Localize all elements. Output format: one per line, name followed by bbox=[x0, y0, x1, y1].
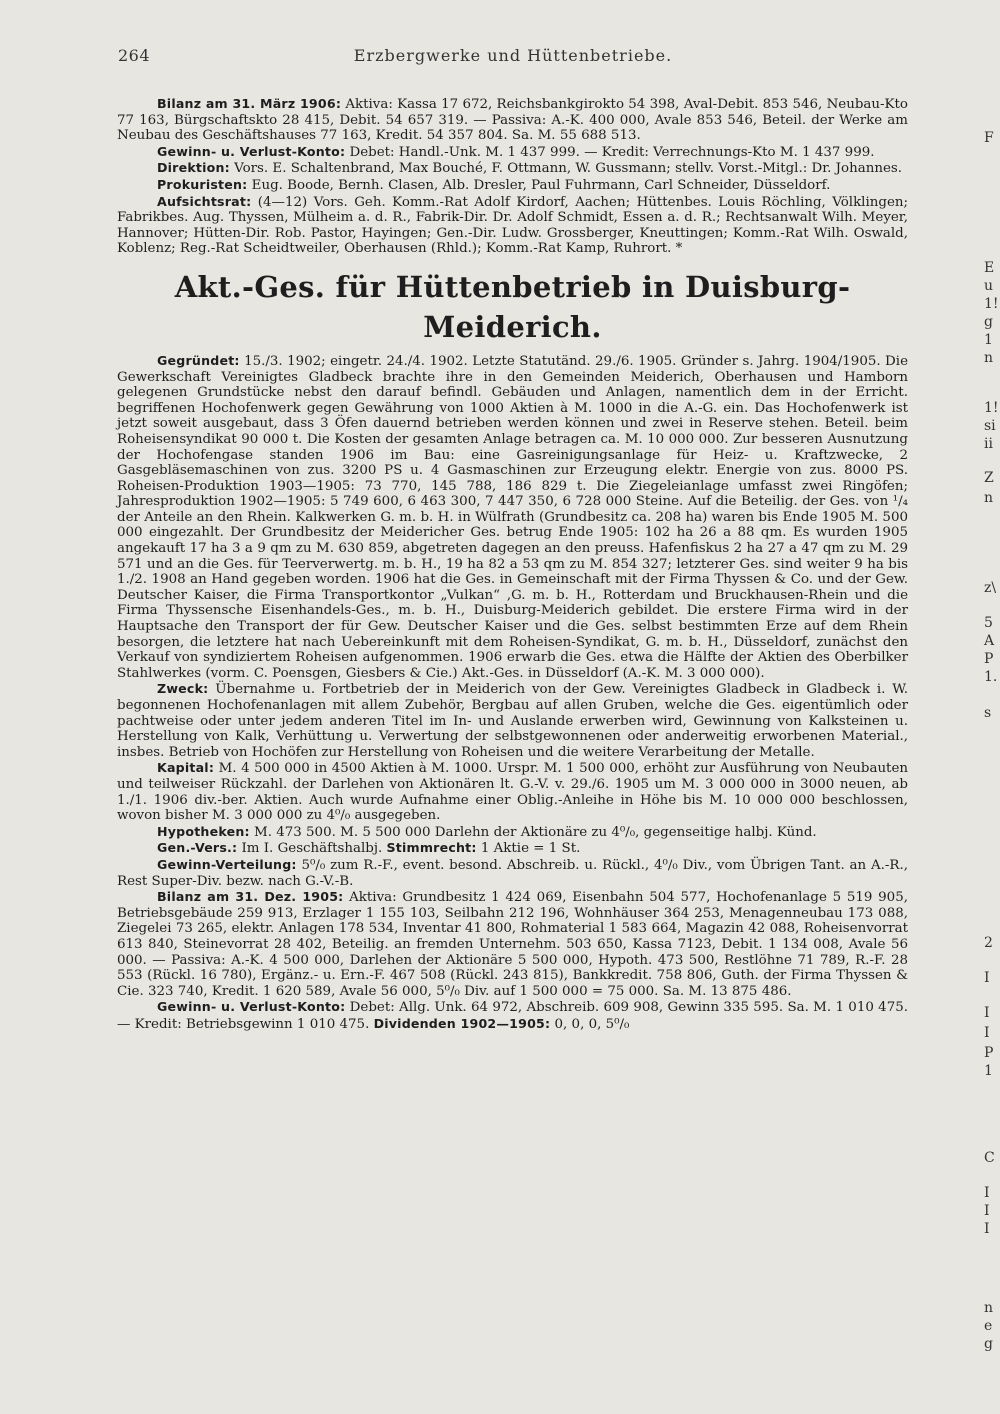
edge-fragment: I bbox=[984, 1221, 990, 1237]
prev-guv-label: Gewinn- u. Verlust-Konto: bbox=[157, 143, 346, 159]
stimmrecht-text: 1 Aktie = 1 St. bbox=[476, 841, 581, 857]
edge-fragment: Z bbox=[984, 470, 994, 486]
edge-fragment: C bbox=[984, 1150, 995, 1166]
edge-fragment: n bbox=[984, 1300, 994, 1316]
edge-fragment: 1 bbox=[984, 1063, 993, 1079]
hypotheken-label: Hypotheken: bbox=[157, 823, 250, 839]
direktion-label: Direktion: bbox=[157, 160, 230, 176]
aufsichtsrat-text: (4—12) Vors. Geh. Komm.-Rat Adolf Kirdorf, Aachen; Hüttenbes. Louis Röchling, Völklingen; Fabrikbes. Aug. Thyssen, Mülheim a. d. R., Fabrik-Dir. Dr. Adolf Schmidt, Essen a. d. R.; Rechtsanwalt Wilh. Meyer, Hannover; Hütten-Dir. Rob. Pastor, Hayingen; Gen.-Dir. Ludw. Grossberger, Kneuttingen; Komm.-Rat Wilh. Oswald, Koblenz; Reg.-Rat Scheidtweiler, Oberhausen (Rhld.); Komm.-Rat Kamp, Ruhrort. * bbox=[117, 194, 908, 257]
edge-fragment: 1! bbox=[984, 296, 999, 312]
prev-bilanz-paragraph bbox=[117, 96, 908, 144]
gegruendet-text: 15./3. 1902; eingetr. 24./4. 1902. Letzte Statutänd. 29./6. 1905. Gründer s. Jahrg. 1904/1905. Die Gewerkschaft Vereinigtes Gladbeck brachte ihre in den Gemeinden Meiderich, Oberhausen und Hamborn gelegenen Grundstücke nebst den darauf befindl. Gebäuden und Anlagen, namentlich dem in der Erricht. begriffenen Hochofenwerk gegen Gewährung von 1000 Aktien à M. 1000 in die A.-G. ein. Das Hochofenwerk ist jetzt soweit ausgebaut, dass 3 Öfen dauernd betrieben werden können und zwei in Reserve stehen. Beteil. beim Roheisensyndikat 90 000 t. Die Kosten der gesamten Anlage betragen ca. M. 10 000 000. Zur besseren Ausnutzung der Hochofengase standen 1906 im Bau: eine Gasreinigungsanlage für Heiz- u. Kraftzwecke, 2 Gasgebläsemaschinen von zus. 3200 PS u. 4 Gasmaschinen zur Erzeugung elektr. Energie von zus. 8000 PS. Roheisen-Produktion 1903—1905: 73 770, 145 788, 186 829 t. Die Ziegeleianlage umfasst zwei Ringöfen; Jahresproduktion 1902—1905: 5 749 600, 6 463 300, 7 447 350, 6 728 000 Steine. Auf die Beteilig. der Ges. von ¹/₄ der Anteile an den Rhein. Kalkwerken G. m. b. H. in Wülfrath (Grundbesitz ca. 208 ha) waren bis Ende 1905 M. 500 000 eingezahlt. Der Grundbesitz der Meidericher Ges. betrug Ende 1905: 102 ha 26 a 88 qm. Es wurden 1905 angekauft 17 ha 3 a 9 qm zu M. 630 859, abgetreten dagegen an den preuss. Hafenfiskus 2 ha 27 a 47 qm zu M. 29 571 und an die Ges. für Teerverwertg. m. b. H., 19 ha 82 a 53 qm zu M. 854 327; letzterer Ges. sind weiter 9 ha bis 1./2. 1908 an Hand gegeben worden. 1906 hat die Ges. in Gemeinschaft mit der Firma Thyssen & Co. und der Gew. Deutscher Kaiser, die Firma Transportkontor „Vulkan“ ,G. m. b. H., Rotterdam und Bruckhausen-Rhein und die Firma Thyssensche Eisenhandels-Ges., m. b. H., Duisburg-Meiderich gebildet. Die erstere Firma wird in der Hauptsache den Transport der für Gew. Deutscher Kaiser und die Ges. selbst bestimmten Erze auf dem Rhein besorgen, die letztere hat nach Uebereinkunft mit dem Roheisen-Syndikat, G. m. b. H., Düsseldorf, zunächst den Verkauf von syndiziertem Roheisen aufgenommen. 1906 erwarb die Ges. etwa die Hälfte der Aktien des Oberbilker Stahlwerkes (vorm. C. Poensgen, Giesbers & Cie.) Akt.-Ges. in Düsseldorf (A.-K. M. 3 000 000). bbox=[117, 353, 908, 681]
edge-fragment: 1! bbox=[984, 400, 999, 416]
edge-fragment: 5 bbox=[984, 615, 993, 631]
edge-fragment: I bbox=[984, 970, 990, 986]
prev-guv-paragraph bbox=[117, 144, 908, 161]
gewinnvert-label: Gewinn-Verteilung: bbox=[157, 856, 297, 872]
direktion-text: Vors. E. Schaltenbrand, Max Bouché, F. Ottmann, W. Gussmann; stellv. Vorst.-Mitgl.: Dr. Johannes. bbox=[229, 161, 903, 177]
dividenden-text: 0, 0, 0, 5⁰/₀ bbox=[550, 1016, 630, 1032]
edge-fragment: g bbox=[984, 1336, 993, 1352]
bilanz-label: Bilanz am 31. Dez. 1905: bbox=[157, 889, 344, 905]
guv-paragraph bbox=[117, 999, 908, 1032]
edge-fragment: u bbox=[984, 278, 994, 294]
prev-guv-text: Debet: Handl.-Unk. M. 1 437 999. — Kredit: Verrechnungs-Kto M. 1 437 999. bbox=[345, 144, 875, 160]
edge-fragment: A bbox=[984, 633, 995, 649]
edge-fragment: n bbox=[984, 350, 994, 366]
edge-fragment: g bbox=[984, 314, 993, 330]
dividenden-label: Dividenden 1902—1905: bbox=[373, 1015, 551, 1031]
edge-fragment: si bbox=[984, 418, 996, 434]
zweck-paragraph bbox=[117, 681, 908, 760]
edge-fragment: I bbox=[984, 1185, 990, 1201]
edge-fragment: 2 bbox=[984, 935, 993, 951]
edge-fragment: 1 bbox=[984, 332, 993, 348]
edge-fragment: z\ bbox=[984, 580, 997, 596]
page-header bbox=[118, 46, 908, 70]
genvers-text: Im I. Geschäftshalbj. bbox=[237, 841, 387, 857]
gegruendet-label: Gegründet: bbox=[157, 352, 240, 368]
edge-fragment: I bbox=[984, 1025, 990, 1041]
edge-fragment: I bbox=[984, 1203, 990, 1219]
direktion-paragraph bbox=[117, 160, 908, 177]
guv-label: Gewinn- u. Verlust-Konto: bbox=[157, 999, 346, 1015]
edge-fragment: I bbox=[984, 1005, 990, 1021]
gewinnvert-text: 5⁰/₀ zum R.-F., event. besond. Abschreib. u. Rückl., 4⁰/₀ Div., vom Übrigen Tant. an A.-R., Rest Super-Div. bezw. nach G.-V.-B. bbox=[117, 857, 908, 889]
guv-text: Debet: Allg. Unk. 64 972, Abschreib. 609 908, Gewinn 335 595. Sa. M. 1 010 475. — Kredit: Betriebsgewinn 1 010 475. bbox=[117, 1000, 908, 1032]
hypotheken-paragraph bbox=[117, 824, 908, 841]
page-body bbox=[117, 96, 908, 1032]
gegruendet-paragraph bbox=[117, 353, 908, 681]
kapital-text: M. 4 500 000 in 4500 Aktien à M. 1000. Urspr. M. 1 500 000, erhöht zur Ausführung von Neubauten und teilweiser Rückzahl. der Darlehen von Aktionären lt. G.-V. v. 29./6. 1905 um M. 3 000 000 in 3000 neuen, ab 1./1. 1906 div.-ber. Aktien. Auch wurde Aufnahme einer Oblig.-Anleihe in Höhe bis M. 10 000 000 beschlossen, wovon bisher M. 3 000 000 zu 4⁰/₀ ausgegeben. bbox=[117, 761, 908, 824]
zweck-text: Übernahme u. Fortbetrieb der in Meiderich von der Gew. Vereinigtes Gladbeck in Gladbeck i. W. begonnenen Hochofenanlagen mit allem Zubehör, Bergbau auf allen Gruben, welche die Ges. eigentümlich oder pachtweise oder unter jedem anderen Titel im In- und Auslande erwerben wird, Gewinnung von Kalksteinen u. Herstellung von Kalk, Verhüttung u. Verwertung der selbstgewonnenen oder anderweitig erworbenen Material., insbes. Betrieb von Hochöfen zur Herstellung von Roheisen und die weitere Verarbeitung der Metalle. bbox=[117, 682, 908, 760]
company-title: Akt.-Ges. für Hüttenbetrieb in Duisburg-Meiderich. bbox=[174, 269, 851, 344]
genvers-paragraph bbox=[117, 840, 908, 857]
prokuristen-label: Prokuristen: bbox=[157, 176, 248, 192]
page-number: 264 bbox=[118, 46, 151, 65]
edge-fragment: P bbox=[984, 651, 994, 667]
bilanz-text: Aktiva: Grundbesitz 1 424 069, Eisenbahn 504 577, Hochofenanlage 5 519 905, Betriebsgebäude 259 913, Erzlager 1 155 103, Seilbahn 212 196, Wohnhäuser 364 253, Menagenneubau 173 088, Ziegelei 73 265, elektr. Anlagen 178 534, Inventar 41 800, Rohmaterial 1 583 664, Magazin 42 088, Roheisenvorrat 613 840, Steinevorrat 28 402, Beteilig. an fremden Unternehm. 503 650, Kassa 7123, Debit. 1 134 008, Avale 56 000. — Passiva: A.-K. 4 500 000, Darlehen der Aktionäre 5 500 000, Hypoth. 473 500, Restlöhne 71 789, R.-F. 28 553 (Rückl. 16 780), Ergänz.- u. Ern.-F. 467 508 (Rückl. 243 815), Bankkredit. 758 806, Guth. der Firma Thyssen & Cie. 323 740, Kredit. 1 620 589, Avale 56 000, 5⁰/₀ Div. auf 1 500 000 = 75 000. Sa. M. 13 875 486. bbox=[117, 890, 908, 999]
prokuristen-text: Eug. Boode, Bernh. Clasen, Alb. Dresler, Paul Fuhrmann, Carl Schneider, Düsseldorf. bbox=[247, 177, 831, 193]
edge-fragment: e bbox=[984, 1318, 993, 1334]
edge-fragment: 1. bbox=[984, 669, 998, 685]
edge-fragment: P bbox=[984, 1045, 994, 1061]
zweck-label: Zweck: bbox=[157, 681, 209, 697]
edge-fragment: F bbox=[984, 130, 994, 146]
kapital-paragraph bbox=[117, 760, 908, 823]
aufsichtsrat-paragraph bbox=[117, 194, 908, 257]
bilanz-paragraph bbox=[117, 889, 908, 999]
aufsichtsrat-label: Aufsichtsrat: bbox=[157, 193, 252, 209]
kapital-label: Kapital: bbox=[157, 760, 215, 776]
edge-fragment: E bbox=[984, 260, 995, 276]
hypotheken-text: M. 473 500. M. 5 500 000 Darlehn der Aktionäre zu 4⁰/₀, gegenseitige halbj. Künd. bbox=[249, 824, 817, 840]
running-head: Erzbergwerke und Hüttenbetriebe. bbox=[353, 46, 673, 65]
prev-bilanz-text: Aktiva: Kassa 17 672, Reichsbankgirokto 54 398, Aval-Debit. 853 546, Neubau-Kto 77 163, Bürgschaftskto 28 415, Debit. 54 657 319. — Passiva: A.-K. 400 000, Avale 853 546, Beteil. der Werke am Neubau des Geschäftshauses 77 163, Kredit. 54 357 804. Sa. M. 55 688 513. bbox=[117, 97, 908, 144]
edge-fragment: n bbox=[984, 490, 994, 506]
edge-fragment: ii bbox=[984, 436, 993, 452]
edge-fragment: s bbox=[984, 705, 992, 721]
prev-bilanz-label: Bilanz am 31. März 1906: bbox=[157, 96, 342, 111]
stimmrecht-label: Stimmrecht: bbox=[386, 840, 477, 856]
prokuristen-paragraph bbox=[117, 177, 908, 194]
gewinnvert-paragraph bbox=[117, 857, 908, 889]
genvers-label: Gen.-Vers.: bbox=[157, 840, 238, 856]
